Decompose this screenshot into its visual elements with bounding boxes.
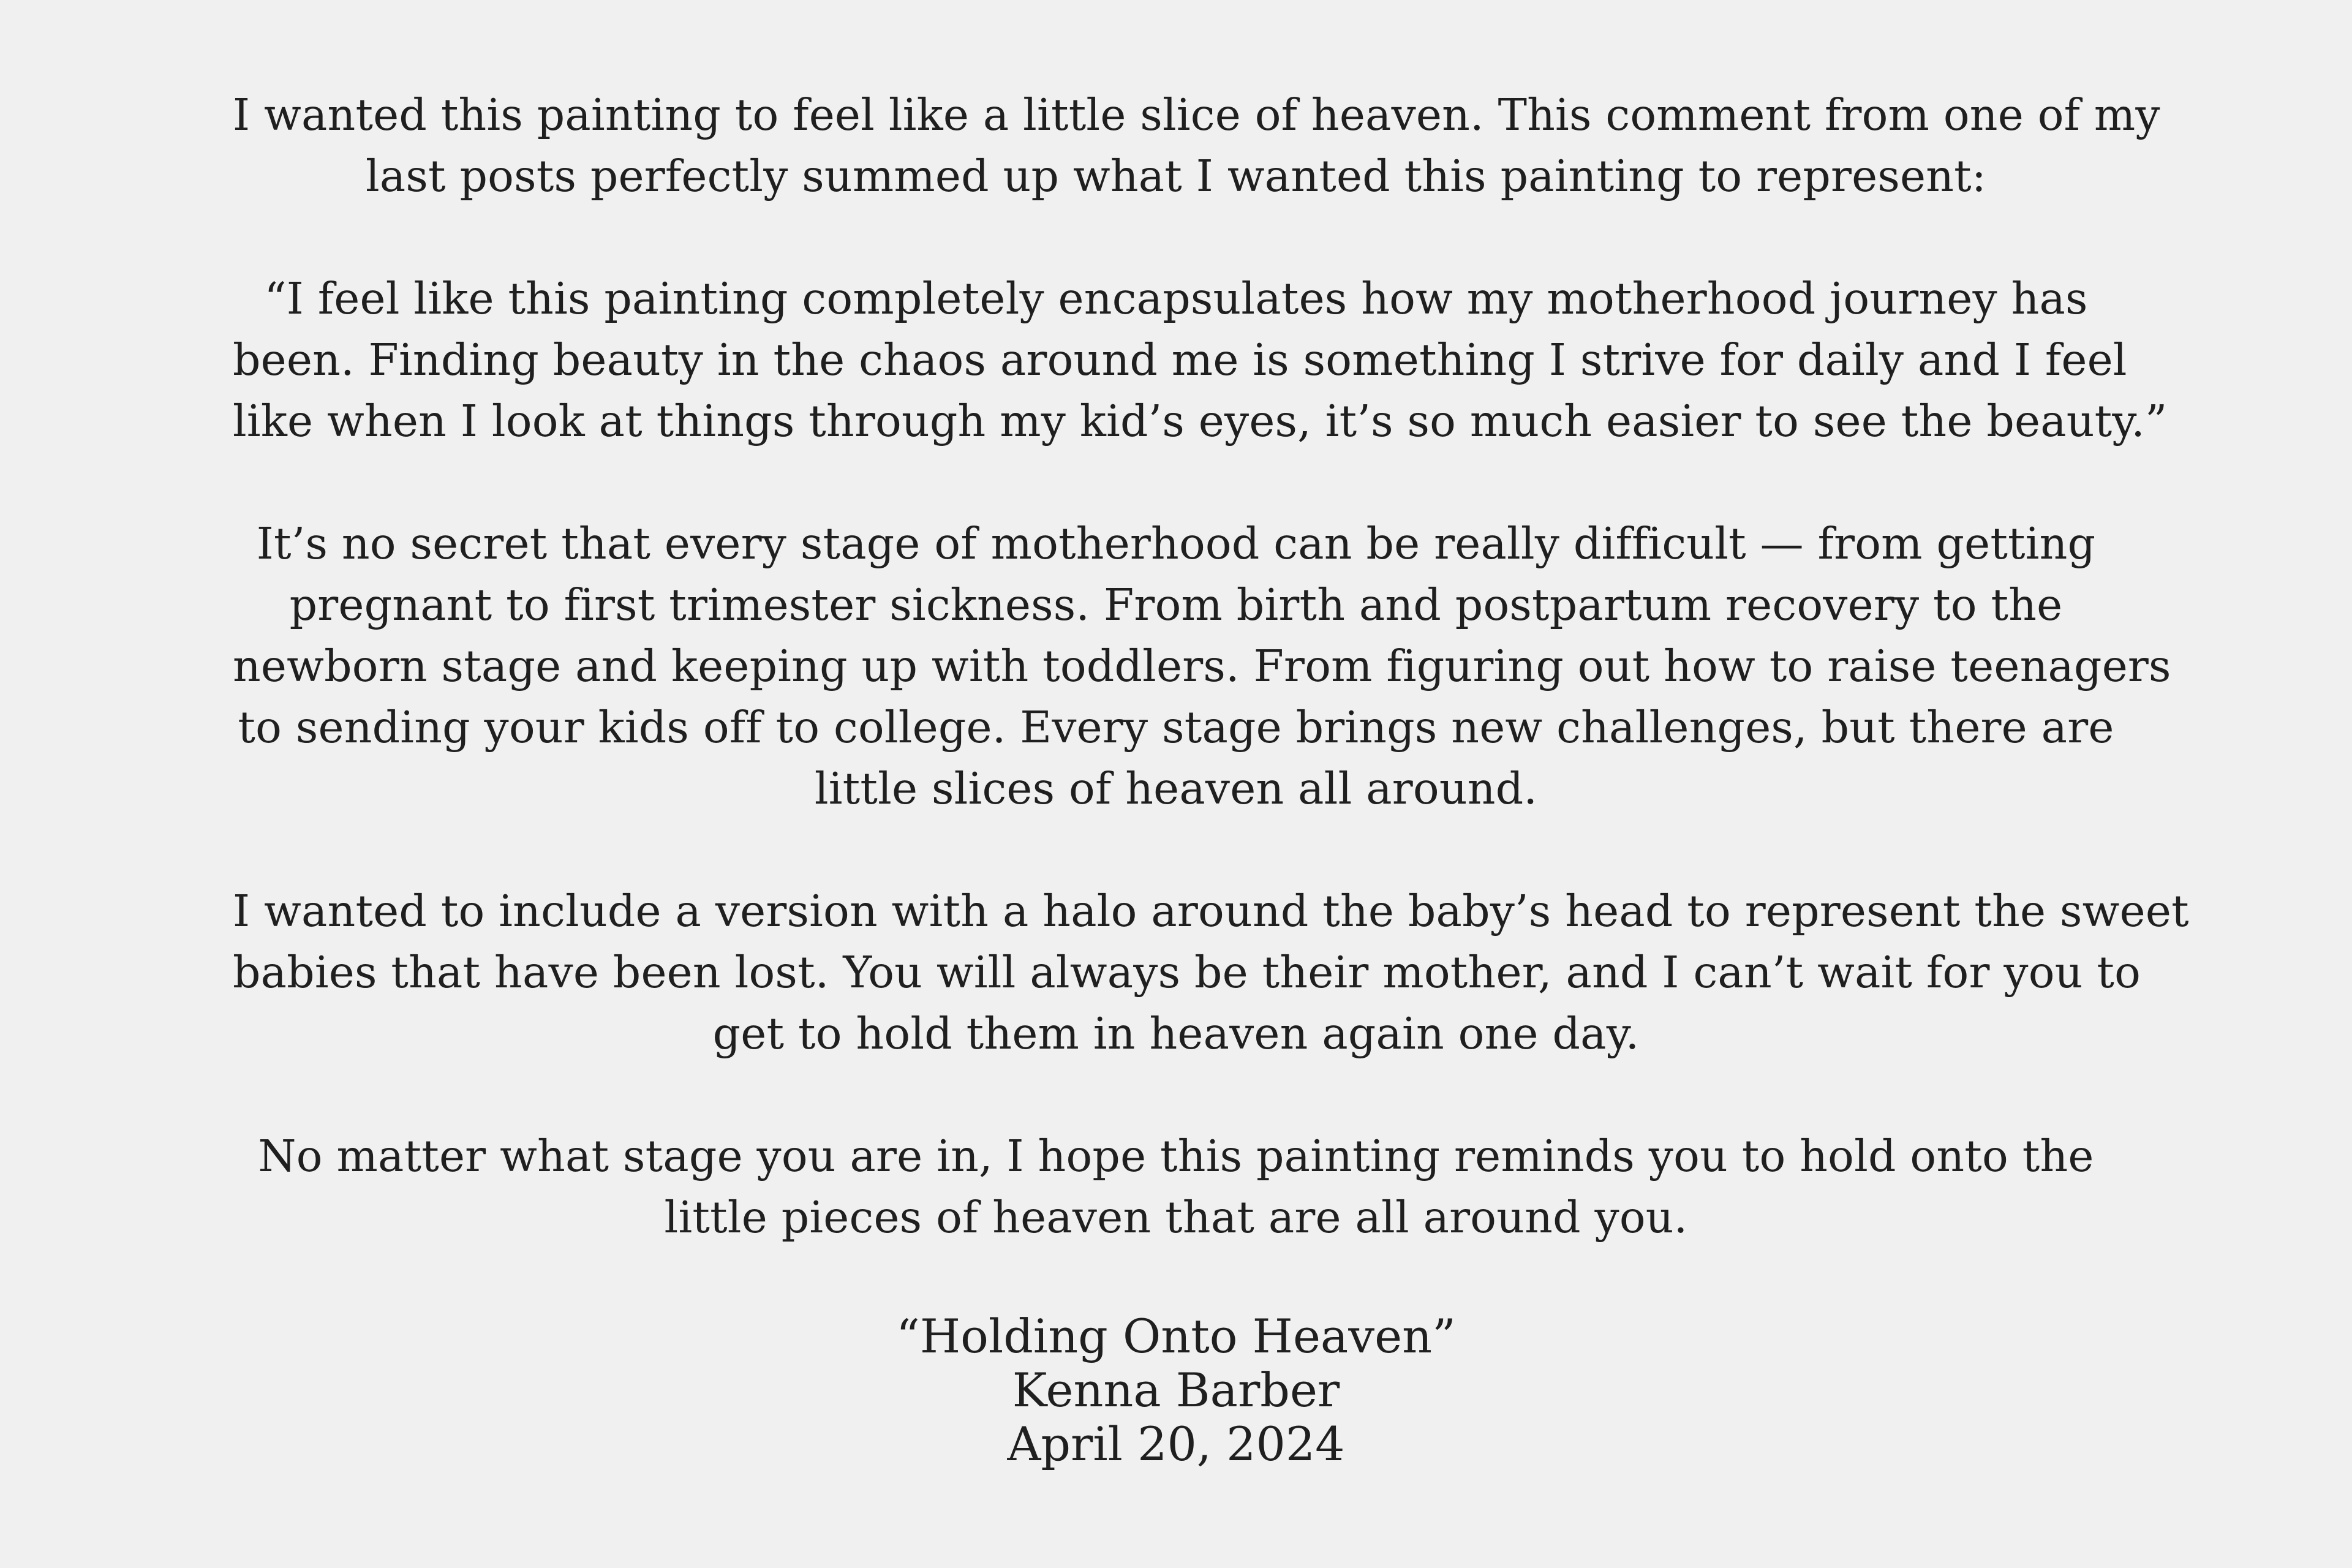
halo-version-paragraph (233, 881, 2189, 1065)
painting-title: “Holding Onto Heaven” (896, 1309, 1456, 1363)
paragraph-line: babies that have been lost. You will always be their mother, and I can’t wait for you to (233, 947, 2141, 998)
paragraph-line: “I feel like this painting completely encapsulates how my motherhood journey has (264, 273, 2088, 324)
paragraph-line: last posts perfectly summed up what I wanted this painting to represent: (365, 151, 1987, 202)
paragraph-line: little slices of heaven all around. (814, 763, 1538, 814)
quote-paragraph (233, 268, 2168, 452)
signature-block (233, 1310, 2119, 1471)
closing-paragraph (233, 1126, 2119, 1248)
paragraph-line: It’s no secret that every stage of motherhood can be really difficult — from getting (256, 518, 2096, 569)
paragraph-line: newborn stage and keeping up with toddlers. From figuring out how to raise teenagers (233, 641, 2171, 692)
paragraph-line: been. Finding beauty in the chaos around me is something I strive for daily and I feel (233, 334, 2127, 385)
document-content (233, 85, 2189, 1471)
signature-date: April 20, 2024 (1007, 1417, 1345, 1471)
motherhood-stages-paragraph (233, 513, 2171, 820)
paragraph-line: pregnant to first trimester sickness. From birth and postpartum recovery to the (289, 579, 2063, 630)
paragraph-line: to sending your kids off to college. Every stage brings new challenges, but there are (238, 702, 2114, 753)
paragraph-line: I wanted this painting to feel like a little slice of heaven. This comment from one of my (233, 89, 2160, 140)
artist-name: Kenna Barber (1012, 1363, 1340, 1417)
paragraph-line: little pieces of heaven that are all around you. (664, 1192, 1688, 1243)
paragraph-line: get to hold them in heaven again one day. (712, 1008, 1640, 1059)
paragraph-line: like when I look at things through my kid’s eyes, it’s so much easier to see the beauty.” (233, 396, 2168, 447)
paragraph-line: I wanted to include a version with a halo around the baby’s head to represent the sweet (233, 886, 2189, 937)
paragraph-line: No matter what stage you are in, I hope this painting reminds you to hold onto the (258, 1131, 2094, 1182)
intro-paragraph (233, 85, 2160, 207)
